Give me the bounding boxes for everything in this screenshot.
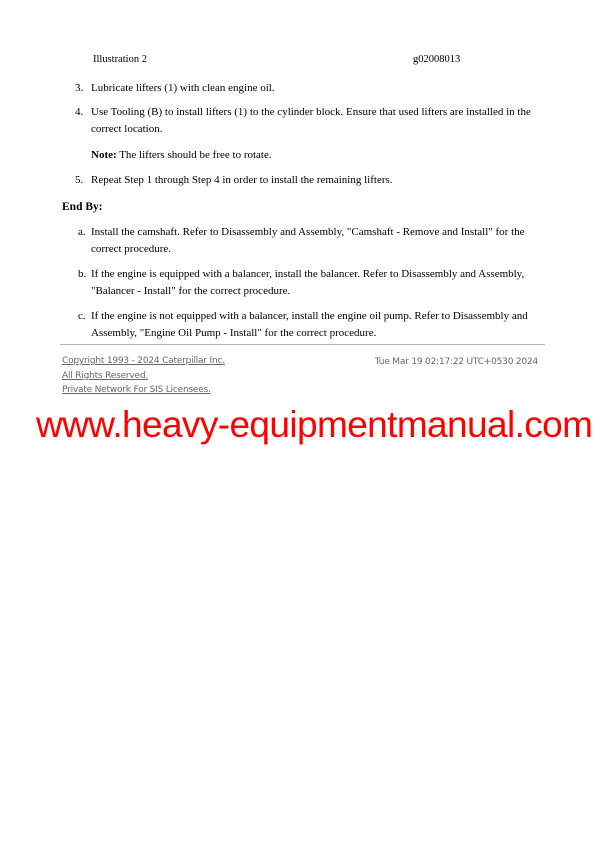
item-text: If the engine is equipped with a balancer, install the balancer. Refer to Disassembly and Assembly, "Balancer - Install" for the correct procedure.	[91, 268, 525, 297]
illustration-label: Illustration 2	[93, 54, 147, 65]
end-by-item-c	[78, 308, 537, 342]
item-text: If the engine is not equipped with a balancer, install the engine oil pump. Refer to Disassembly and Assembly, "Engine Oil Pump - Install" for the correct procedure.	[91, 310, 528, 339]
copyright-link[interactable]: Copyright 1993 - 2024 Caterpillar Inc.	[62, 356, 225, 366]
end-by-heading: End By:	[62, 201, 103, 213]
item-letter: b.	[78, 268, 87, 280]
illustration-caption-row	[0, 54, 600, 68]
step-4	[75, 104, 537, 138]
note-text: The lifters should be free to rotate.	[116, 149, 272, 161]
step-3	[75, 80, 537, 97]
end-by-item-b	[78, 266, 537, 300]
footer-divider	[60, 344, 545, 345]
step-text: Lubricate lifters (1) with clean engine oil.	[91, 82, 275, 94]
watermark-url: www.heavy-equipmentmanual.com	[36, 404, 593, 445]
item-letter: c.	[78, 310, 86, 322]
rights-reserved-link[interactable]: All Rights Reserved.	[62, 370, 149, 381]
note	[91, 147, 537, 164]
item-letter: a.	[78, 226, 86, 238]
sis-licensees-link[interactable]: Private Network For SIS Licensees.	[62, 385, 211, 395]
graphic-id: g02008013	[413, 54, 461, 65]
footer-timestamp: Tue Mar 19 02:17:22 UTC+0530 2024	[374, 357, 538, 367]
note-label: Note:	[91, 149, 117, 161]
step-number: 4.	[75, 106, 84, 118]
end-by-item-a	[78, 224, 537, 258]
step-5	[75, 172, 537, 189]
item-text: Install the camshaft. Refer to Disassembly and Assembly, "Camshaft - Remove and Install" for the correct procedure.	[91, 226, 525, 255]
footer-links	[62, 356, 225, 400]
step-text: Repeat Step 1 through Step 4 in order to install the remaining lifters.	[91, 174, 393, 186]
step-number: 5.	[75, 174, 84, 186]
step-number: 3.	[75, 82, 84, 94]
step-text: Use Tooling (B) to install lifters (1) to the cylinder block. Ensure that used lifters are installed in the correct location.	[91, 106, 531, 135]
